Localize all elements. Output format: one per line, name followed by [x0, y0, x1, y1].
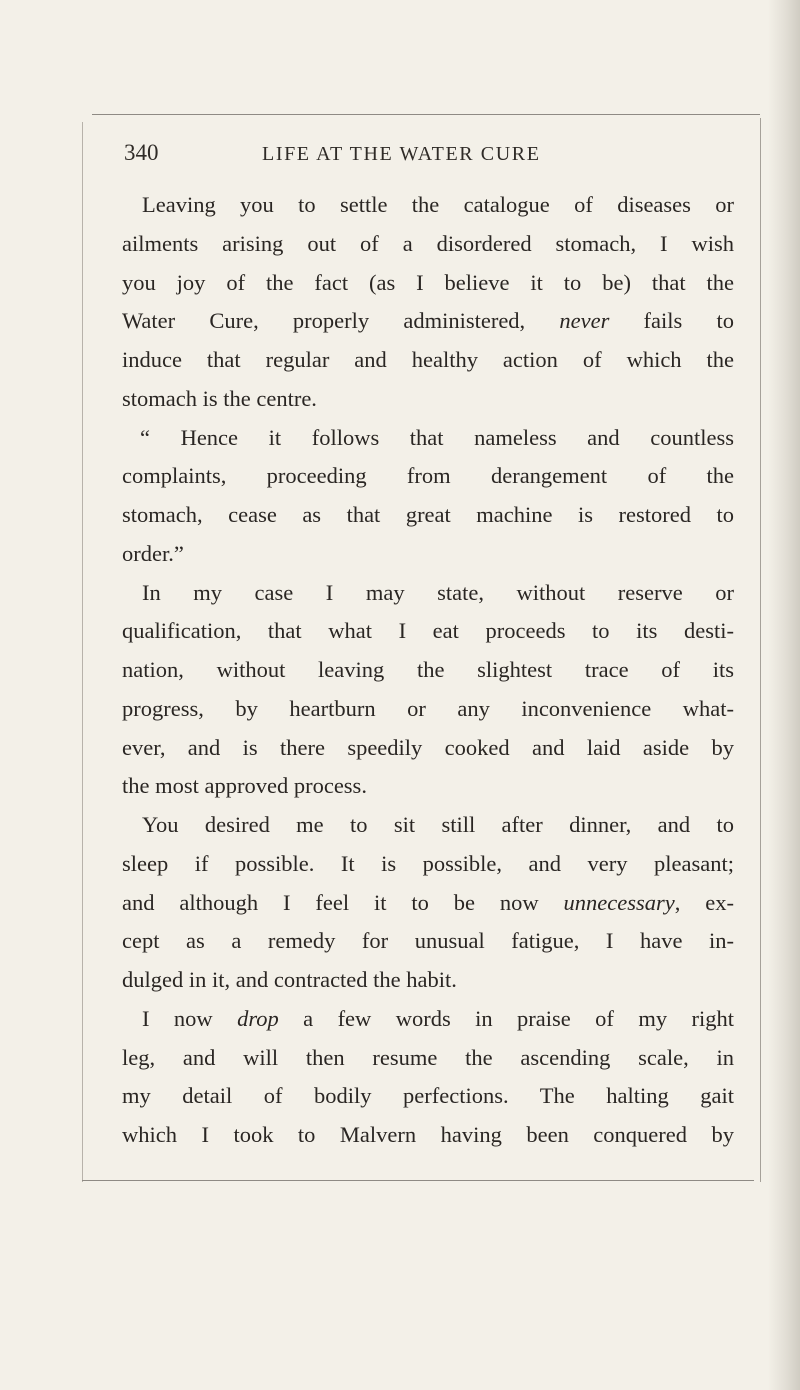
- text-line: Water Cure, properly administered, never fails to: [122, 308, 734, 334]
- left-frame-line: [82, 122, 83, 1182]
- text-line: ailments arising out of a disordered stomach, I wish: [122, 230, 734, 256]
- text-line: leg, and will then resume the ascending scale, in: [122, 1044, 734, 1070]
- text-line: cept as a remedy for unusual fatigue, I have in-: [122, 928, 734, 954]
- text-line: progress, by heartburn or any inconvenience what-: [122, 695, 734, 721]
- text-line: dulged in it, and contracted the habit.: [122, 967, 457, 992]
- emphasis: drop: [237, 1005, 279, 1031]
- text-line: and although I feel it to be now unnecessary, ex-: [122, 889, 734, 915]
- text-line: I now drop a few words in praise of my right: [142, 1005, 734, 1031]
- emphasis: unnecessary: [563, 889, 675, 915]
- header-rule: [92, 114, 760, 115]
- text-line: complaints, proceeding from derangement of the: [122, 463, 734, 489]
- text-line: qualification, that what I eat proceeds to its desti-: [122, 618, 734, 644]
- text-line: the most approved process.: [122, 773, 367, 799]
- body-text: [122, 186, 734, 1155]
- running-head: LIFE AT THE WATER CURE: [262, 143, 541, 165]
- text-line: which I took to Malvern having been conquered by: [122, 1122, 734, 1147]
- text-line: You desired me to sit still after dinner, and to: [142, 812, 734, 837]
- page-shadow: [768, 0, 800, 1390]
- emphasis: never: [559, 308, 610, 334]
- page-header: [124, 140, 724, 174]
- page-number: 340: [124, 140, 159, 165]
- text-line: my detail of bodily perfections. The halting gait: [122, 1083, 734, 1109]
- right-frame-line: [760, 118, 761, 1182]
- text-line: stomach, cease as that great machine is restored to: [122, 502, 734, 527]
- text-line: order.”: [122, 540, 184, 566]
- text-line: “ Hence it follows that nameless and countless: [140, 424, 734, 450]
- footer-rule: [82, 1180, 754, 1181]
- text-line: ever, and is there speedily cooked and laid aside by: [122, 734, 734, 760]
- text-line: nation, without leaving the slightest trace of its: [122, 657, 734, 682]
- text-line: you joy of the fact (as I believe it to be) that the: [122, 269, 734, 295]
- text-line: stomach is the centre.: [122, 385, 317, 411]
- text-line: Leaving you to settle the catalogue of diseases or: [142, 192, 734, 217]
- text-line: sleep if possible. It is possible, and very pleasant;: [122, 850, 734, 876]
- text-line: In my case I may state, without reserve or: [142, 579, 734, 605]
- text-line: induce that regular and healthy action of which the: [122, 347, 734, 372]
